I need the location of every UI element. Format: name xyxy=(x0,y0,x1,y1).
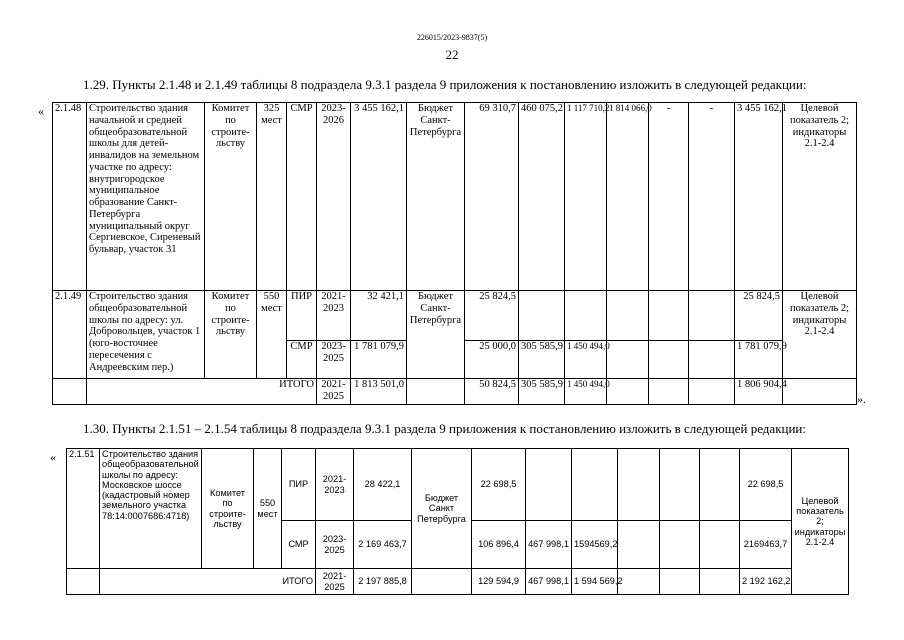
total-value: 2169463,7 xyxy=(740,521,792,569)
period: 2023-2025 xyxy=(316,521,354,569)
table-item-2-1-51 xyxy=(66,448,849,595)
estimated-cost: 3 455 162,1 xyxy=(351,103,407,291)
period: 2021-2023 xyxy=(317,291,351,341)
table-row-total xyxy=(67,569,849,595)
period: 2021-2023 xyxy=(316,449,354,521)
row-number: 2.1.51 xyxy=(67,449,100,569)
table-items-2-1-48-49 xyxy=(52,102,857,405)
empty-cell xyxy=(689,379,735,405)
empty-cell xyxy=(649,341,689,379)
estimated-cost: 32 421,1 xyxy=(351,291,407,341)
year-value-1: 69 310,7 xyxy=(465,103,519,291)
empty-cell xyxy=(572,449,618,521)
period: 2021-2025 xyxy=(317,379,351,405)
work-stage: ПИР xyxy=(287,291,317,341)
empty-cell xyxy=(607,379,649,405)
year-value-1: 129 594,9 xyxy=(472,569,526,595)
empty-cell xyxy=(649,379,689,405)
empty-cell xyxy=(412,569,472,595)
total-value: 1 806 904,4 xyxy=(735,379,783,405)
estimated-cost: 2 169 463,7 xyxy=(354,521,412,569)
period: 2021-2025 xyxy=(316,569,354,595)
empty-cell xyxy=(607,341,649,379)
estimated-cost: 2 197 885,8 xyxy=(354,569,412,595)
opening-quote: « xyxy=(38,104,44,118)
year-value-2: 305 585,9 xyxy=(519,379,565,405)
closing-quote: ». xyxy=(857,392,866,406)
table-row xyxy=(53,103,857,291)
empty-cell xyxy=(67,569,100,595)
empty-cell xyxy=(618,521,660,569)
estimated-cost: 28 422,1 xyxy=(354,449,412,521)
total-value: 22 698,5 xyxy=(740,449,792,521)
total-value: 3 455 162,1 xyxy=(735,103,783,291)
estimated-cost: 1 781 079,9 xyxy=(351,341,407,379)
table-row xyxy=(67,449,849,521)
table-row xyxy=(53,291,857,341)
empty-cell xyxy=(607,291,649,341)
row-number: 2.1.49 xyxy=(53,291,87,379)
indicator: Целевой показатель 2; индикаторы 2.1-2.4 xyxy=(792,449,849,595)
row-number: 2.1.48 xyxy=(53,103,87,291)
capacity: 325 мест xyxy=(257,103,287,291)
year-value-3: 1 450 494,0 xyxy=(565,341,607,379)
work-stage: ПИР xyxy=(282,449,316,521)
indicator: Целевой показатель 2; индикаторы 2.1-2.4 xyxy=(783,103,857,291)
work-stage: СМР xyxy=(282,521,316,569)
customer: Комитет по строите-льству xyxy=(205,291,257,379)
empty-cell xyxy=(660,449,700,521)
year-value-1: 50 824,5 xyxy=(465,379,519,405)
year-value-2: 305 585,9 xyxy=(519,341,565,379)
table-row-total xyxy=(53,379,857,405)
paragraph-1-29: 1.29. Пункты 2.1.48 и 2.1.49 таблицы 8 подраздела 9.3.1 раздела 9 приложения к постановлению изложить в следующей редакции: xyxy=(83,77,807,92)
funding-source: Бюджет Санкт-Петербурга xyxy=(407,103,465,291)
year-value-1: 25 824,5 xyxy=(465,291,519,341)
object-name: Строительство здания общеобразовательной школы по адресу: Московское шоссе (кадастровый номер земельного участка 78:14:0007686:4718) xyxy=(100,449,202,569)
object-name: Строительство здания общеобразовательной школы по адресу: ул. Добровольцев, участок 1 (юго-восточнее пересечения с Андреевским пер.) xyxy=(87,291,205,379)
empty-cell xyxy=(407,379,465,405)
empty-cell xyxy=(565,291,607,341)
empty-cell xyxy=(700,521,740,569)
period: 2023-2026 xyxy=(317,103,351,291)
empty-cell xyxy=(519,291,565,341)
capacity: 550 мест xyxy=(257,291,287,379)
empty-cell xyxy=(660,521,700,569)
customer: Комитет по строите-льству xyxy=(202,449,254,569)
total-label: ИТОГО xyxy=(87,379,317,405)
year-value-3: 1 450 494,0 xyxy=(565,379,607,405)
empty-cell xyxy=(700,449,740,521)
indicator: Целевой показатель 2; индикаторы 2.1-2.4 xyxy=(783,291,857,379)
empty-cell xyxy=(660,569,700,595)
year-value-5: - xyxy=(649,103,689,291)
year-value-6: - xyxy=(689,103,735,291)
paragraph-1-30: 1.30. Пункты 2.1.51 – 2.1.54 таблицы 8 подраздела 9.3.1 раздела 9 приложения к постановлению изложить в следующей редакции: xyxy=(83,421,806,436)
year-value-3: 1 594 569,2 xyxy=(572,569,618,595)
work-stage: СМР xyxy=(287,341,317,379)
estimated-cost: 1 813 501,0 xyxy=(351,379,407,405)
capacity: 550 мест xyxy=(254,449,282,569)
document-id: 226015/2023-9837(5) xyxy=(416,33,488,42)
customer: Комитет по строите-льству xyxy=(205,103,257,291)
period: 2023-2025 xyxy=(317,341,351,379)
page-number: 22 xyxy=(445,47,459,62)
year-value-2: 467 998,1 xyxy=(526,569,572,595)
empty-cell xyxy=(689,291,735,341)
empty-cell xyxy=(53,379,87,405)
year-value-1: 106 896,4 xyxy=(472,521,526,569)
year-value-3: 1594569,2 xyxy=(572,521,618,569)
year-value-2: 460 075,2 xyxy=(519,103,565,291)
empty-cell xyxy=(649,291,689,341)
year-value-1: 22 698,5 xyxy=(472,449,526,521)
empty-cell xyxy=(700,569,740,595)
funding-source: Бюджет Санкт Петербурга xyxy=(412,449,472,569)
funding-source: Бюджет Санкт-Петербурга xyxy=(407,291,465,379)
total-value: 2 192 162,2 xyxy=(740,569,792,595)
total-value: 1 781 079,9 xyxy=(735,341,783,379)
total-value: 25 824,5 xyxy=(735,291,783,341)
opening-quote-2: « xyxy=(50,450,56,464)
empty-cell xyxy=(618,449,660,521)
year-value-3: 1 117 710,2 xyxy=(565,103,607,291)
empty-cell xyxy=(526,449,572,521)
object-name: Строительство здания начальной и средней общеобразовательной школы для детей-инвалидов на земельном участке по адресу: внутригородское муниципальное образование Санкт-Петербурга муниципальный округ Сергиевское, Сиреневый бульвар, участок 31 xyxy=(87,103,205,291)
empty-cell xyxy=(783,379,857,405)
year-value-4: 1 814 066,0 xyxy=(607,103,649,291)
total-label: ИТОГО xyxy=(100,569,316,595)
work-stage: СМР xyxy=(287,103,317,291)
year-value-1: 25 000,0 xyxy=(465,341,519,379)
year-value-2: 467 998,1 xyxy=(526,521,572,569)
empty-cell xyxy=(618,569,660,595)
empty-cell xyxy=(689,341,735,379)
